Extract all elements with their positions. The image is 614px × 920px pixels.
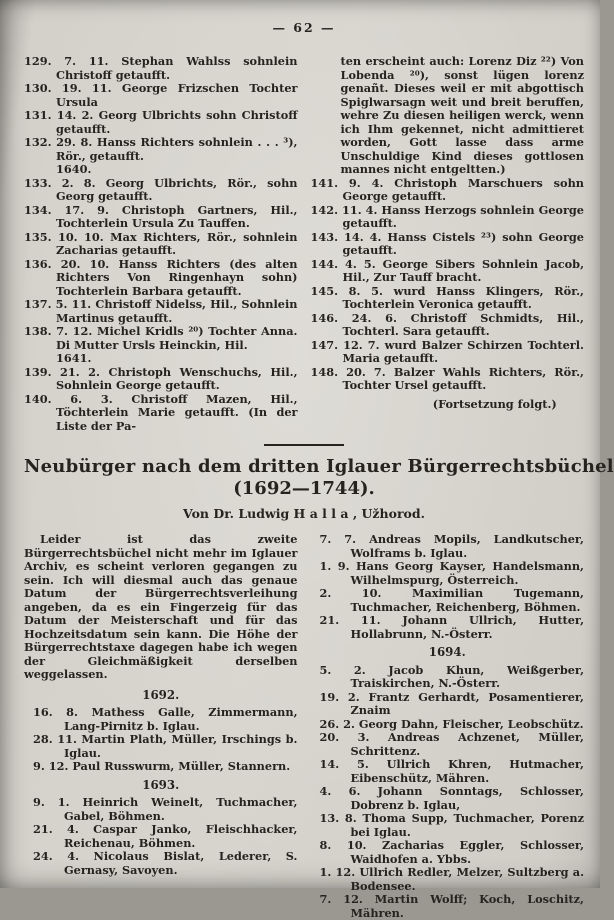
register-entry: 134. 17. 9. Christoph Gartners, Hil., Tochterlein Ursula Zu Tauffen. — [24, 202, 298, 230]
baptism-right-column — [311, 55, 585, 433]
citizen-entry: 13. 8. Thoma Supp, Tuchmacher, Porenz bei Iglau. — [319, 811, 584, 839]
citizen-entry: 16. 8. Mathess Galle, Zimmermann, Lang-Pirnitz b. Iglau. — [33, 705, 298, 733]
citizen-entry: 1. 12. Ullrich Redler, Melzer, Sultzberg a. Bodensee. — [319, 865, 584, 893]
citizen-entry: 14. 5. Ullrich Khren, Hutmacher, Eibenschütz, Mähren. — [319, 757, 584, 785]
register-entry: 140. 6. 3. Christoff Mazen, Hil., Töchterlein Marie getaufft. (In der Liste der Pa- — [24, 391, 298, 433]
year-heading-1693: 1693. — [142, 777, 180, 792]
citizen-entry: 2. 10. Maximilian Tugemann, Tuchmacher, Reichenberg, Böhmen. — [319, 586, 584, 614]
citizen-right-column — [311, 533, 585, 920]
page-number: — 62 — — [272, 20, 336, 35]
citizen-entry: 28. 11. Martin Plath, Müller, Irschings b. Iglau. — [33, 732, 298, 760]
register-entry: 129. 7. 11. Stephan Wahlss sohnlein Christoff getaufft. — [24, 54, 298, 82]
register-entry: 148. 20. 7. Balzer Wahls Richters, Rör., Tochter Ursel getaufft. — [310, 364, 584, 392]
article-divider — [264, 444, 344, 446]
register-entry: 144. 4. 5. George Sibers Sohnlein Jacob, Hil., Zur Tauff bracht. — [310, 256, 584, 284]
article-title-line1: Neubürger nach dem dritten Iglauer Bürgerrechtsbüchel — [24, 456, 614, 477]
article-title-line2: (1692—1744). — [233, 478, 375, 499]
year-heading-1641: 1641. — [56, 351, 92, 365]
footnote-continuation-paragraph: ten erscheint auch: Lorenz Diz ²²) Von Lobenda ²⁰), sonst lügen lorenz genañt. Dieses weil er mit abgottisch Spiglwarsagn weit und breit beruffen, wehre Zu diesen heiligen werck, wenn ich Ihm gekennet, nicht admittieret worden, Gott lasse dass arme Unschuldige Kind dieses gottlosen mannes nicht entgeltten.) — [340, 54, 584, 176]
citizen-entry: 9. 12. Paul Russwurm, Müller, Stannern. — [33, 759, 291, 773]
citizen-entry: 26. 2. Georg Dahn, Fleischer, Leobschütz. — [319, 716, 584, 731]
register-entry: 141. 9. 4. Christoph Marschuers sohn George getaufft. — [310, 175, 584, 203]
year-heading-1692: 1692. — [142, 687, 180, 702]
continuation-note: (Fortsetzung folgt.) — [432, 396, 557, 411]
citizen-entry: 5. 2. Jacob Khun, Weißgerber, Traiskirchen, N.-Österr. — [319, 662, 584, 690]
year-heading-1640: 1640. — [56, 162, 92, 176]
register-entry: 131. 14. 2. Georg Ulbrichts sohn Christoff getaufft. — [24, 108, 298, 136]
register-entry: 136. 20. 10. Hanss Richters (des alten Richters Von Ringenhayn sohn) Tochterlein Barbara getaufft. — [24, 256, 298, 298]
register-entry: 138. 7. 12. Michel Kridls ²⁰) Tochter Anna. Di Mutter Ursls Heinckin, Hil. — [24, 324, 298, 352]
citizen-register-section — [24, 533, 584, 920]
citizen-left-column — [24, 533, 298, 920]
register-entry: 147. 12. 7. wurd Balzer Schirzen Tochterl. Maria getaufft. — [310, 337, 584, 365]
citizen-entry: 20. 3. Andreas Achzenet, Müller, Schrittenz. — [319, 730, 584, 758]
article-byline: Von Dr. Ludwig H a l l a , Užhorod. — [183, 506, 425, 521]
register-entry: 142. 11. 4. Hanss Herzogs sohnlein George getaufft. — [310, 202, 584, 230]
register-entry: 135. 10. 10. Max Richters, Rör., sohnlein Zacharias getaufft. — [24, 229, 298, 257]
citizen-entry: 4. 6. Johann Sonntags, Schlosser, Dobrenz b. Iglau, — [319, 784, 584, 812]
citizen-entry: 1. 9. Hans Georg Kayser, Handelsmann, Wilhelmspurg, Österreich. — [319, 559, 584, 587]
citizen-entry: 7. 12. Martin Wolff; Koch, Loschitz, Mähren. — [319, 892, 584, 920]
register-entry: 130. 19. 11. George Frizschen Tochter Ursula — [24, 81, 298, 109]
citizen-entry: 21. 11. Johann Ullrich, Hutter, Hollabrunn, N.-Österr. — [319, 613, 584, 641]
baptism-register-section — [24, 55, 584, 433]
register-entry: 137. 5. 11. Christoff Nidelss, Hil., Sohnlein Martinus getaufft. — [24, 297, 298, 325]
intro-paragraph: Leider ist das zweite Bürgerrechtsbüchel nicht mehr im Iglauer Archiv, es scheint verloren gegangen zu sein. Ich will diesmal auch das genaue Datum der Bürgerrechtsverleihung angeben, da es ein Fingerzeig für das Datum der Meisterschaft und für das Hochzeitsdatum sein kann. Die Höhe der Bürgerrechtstaxe dagegen habe ich wegen der Gleichmäßigkeit derselben weggelassen. — [24, 532, 298, 681]
register-entry: 132. 29. 8. Hanss Richters sohnlein . . . ³), Rör., getaufft. — [24, 135, 298, 163]
citizen-entry: 7. 7. Andreas Mopils, Landkutscher, Wolframs b. Iglau. — [319, 532, 584, 560]
citizen-entry: 9. 1. Heinrich Weinelt, Tuchmacher, Gabel, Böhmen. — [33, 795, 298, 823]
article-header — [24, 456, 614, 521]
citizen-entry: 24. 4. Nicolaus Bislat, Lederer, S. Gernasy, Savoyen. — [33, 849, 298, 877]
citizen-entry: 8. 10. Zacharias Eggler, Schlosser, Waidhofen a. Ybbs. — [319, 838, 584, 866]
year-heading-1694: 1694. — [428, 645, 466, 659]
register-entry: 143. 14. 4. Hanss Cistels ²³) sohn George getaufft. — [310, 229, 584, 257]
register-entry: 146. 24. 6. Christoff Schmidts, Hil., Tochterl. Sara getaufft. — [310, 310, 584, 338]
baptism-left-column — [24, 55, 298, 433]
citizen-entry: 21. 4. Caspar Janko, Fleischhacker, Reichenau, Böhmen. — [33, 822, 298, 850]
register-entry: 139. 21. 2. Christoph Wenschuchs, Hil., Sohnlein George getaufft. — [24, 364, 298, 392]
register-entry: 145. 8. 5. wurd Hanss Klingers, Rör., Tochterlein Veronica getaufft. — [310, 283, 584, 311]
register-entry: 133. 2. 8. Georg Ulbrichts, Rör., sohn Georg getaufft. — [24, 175, 298, 203]
citizen-entry: 19. 2. Frantz Gerhardt, Posamentierer, Znaim — [319, 689, 584, 717]
